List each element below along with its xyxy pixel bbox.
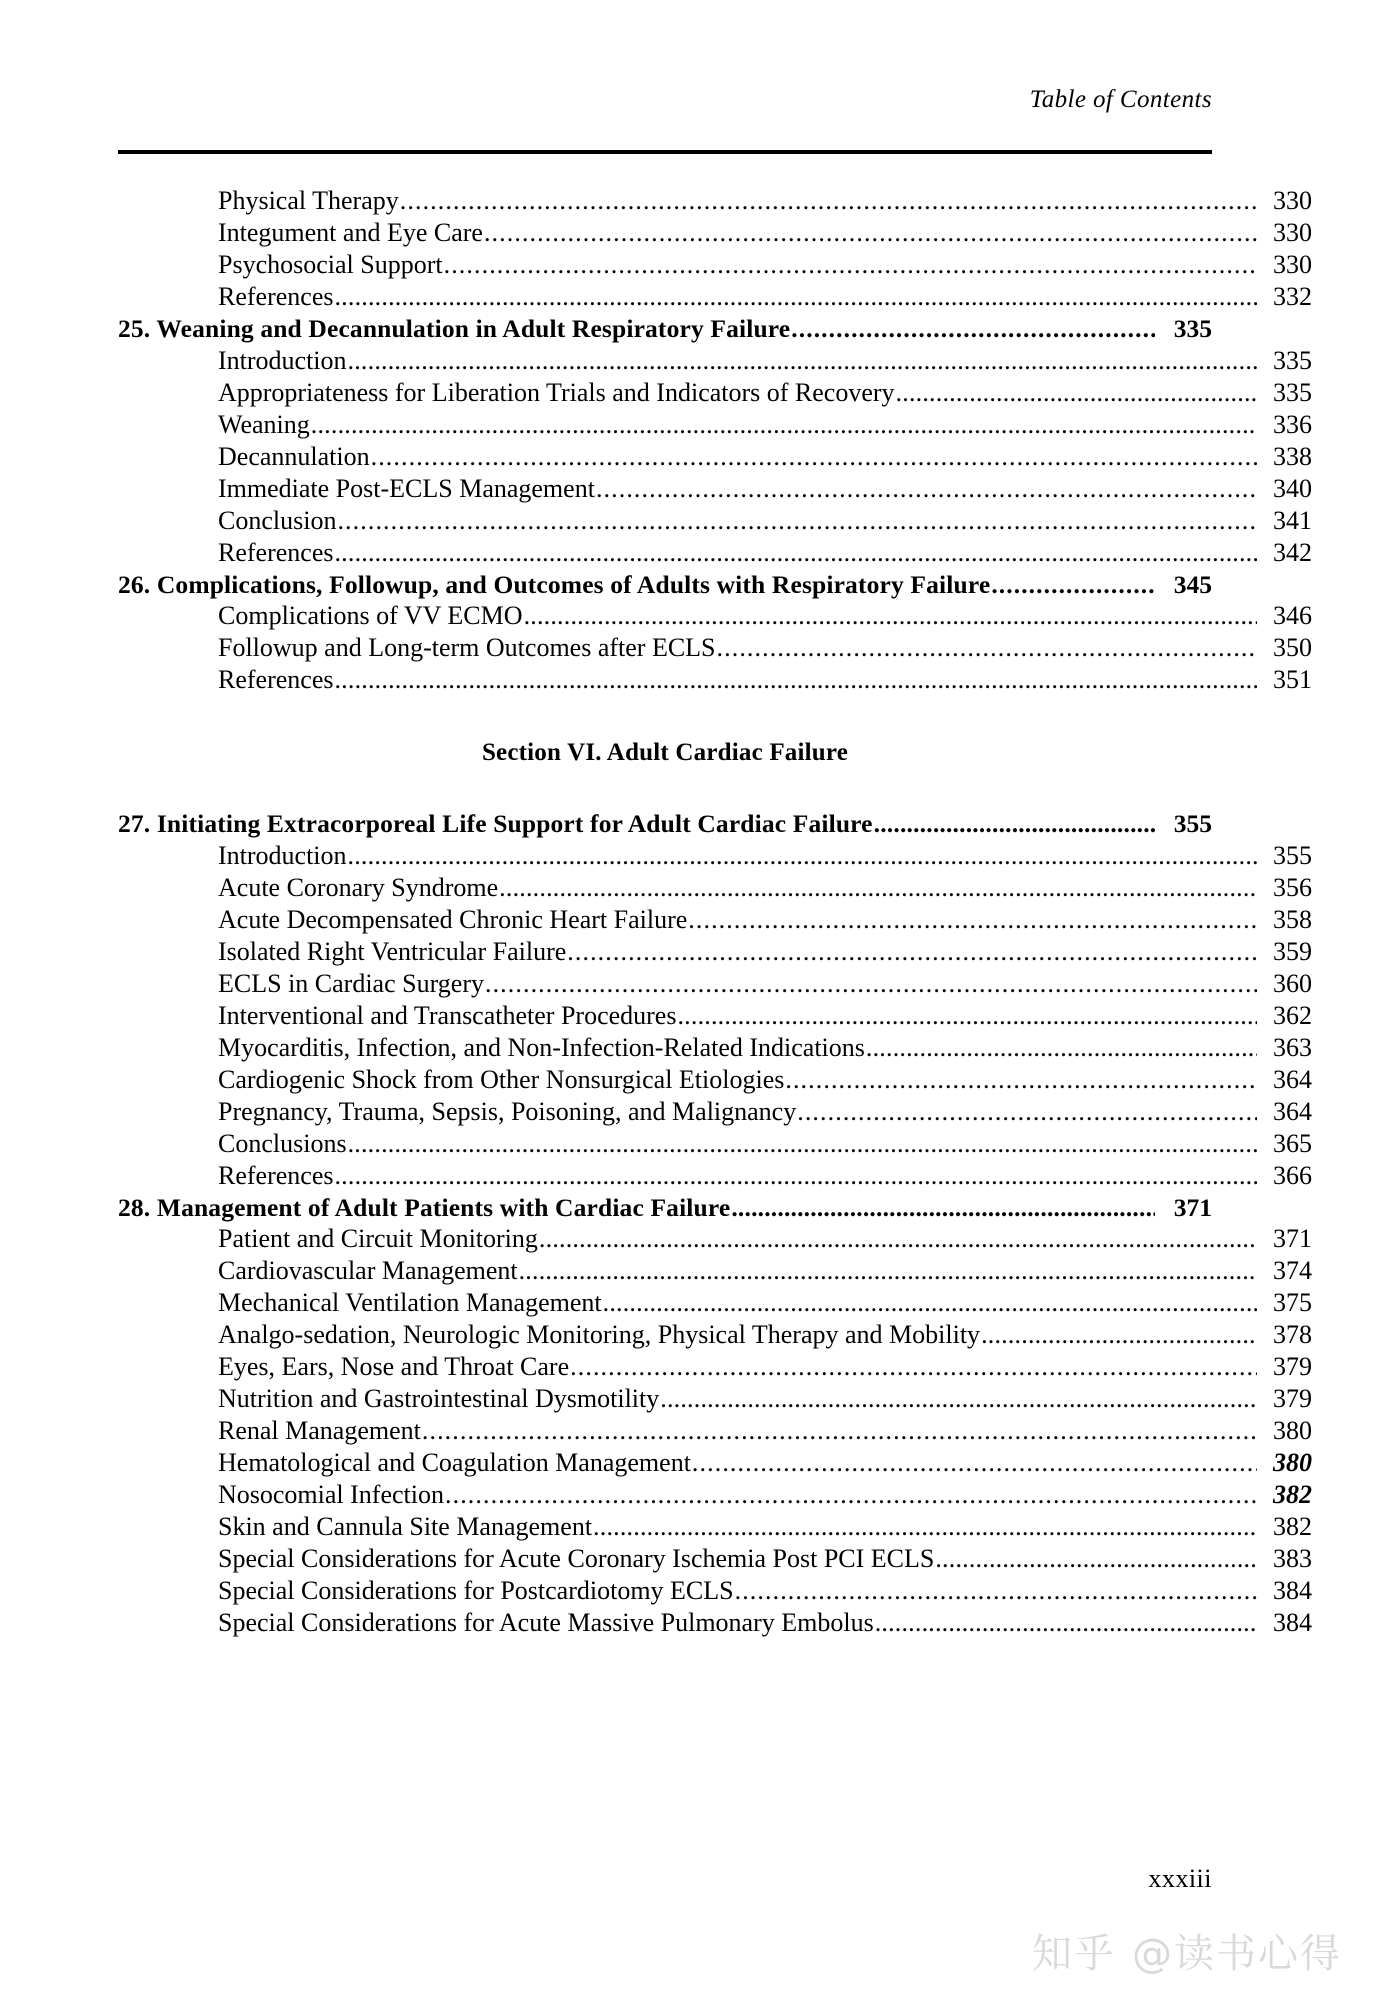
toc-entry[interactable] <box>118 473 1312 503</box>
toc-entry-page: 346 <box>1273 601 1312 630</box>
dot-leader <box>866 1035 1257 1061</box>
toc-entry-label: Introduction <box>218 345 347 375</box>
toc-chapter-label: 28. Management of Adult Patients with Cardiac Failure <box>118 1192 731 1222</box>
toc-entry-page: 330 <box>1273 250 1312 279</box>
toc-entry-page: 341 <box>1273 505 1312 535</box>
toc-entry[interactable] <box>118 1226 1312 1252</box>
toc-entry[interactable] <box>118 345 1312 375</box>
watermark <box>1032 1922 1342 1979</box>
toc-chapter-28-entries <box>118 1224 1312 1637</box>
toc-entry-label: Nutrition and Gastrointestinal Dysmotility <box>218 1384 660 1413</box>
watermark-handle: @读书心得 <box>1132 1931 1342 1977</box>
toc-entry-page: 379 <box>1273 1384 1312 1413</box>
toc-chapter-label: 26. Complications, Followup, and Outcomes of Adults with Respiratory Failure <box>118 569 991 599</box>
toc-entry-label: Psychosocial Support <box>218 250 443 279</box>
toc-entry[interactable] <box>118 1032 1312 1062</box>
toc-entry[interactable] <box>118 968 1312 998</box>
toc-entry-page: 379 <box>1273 1352 1312 1381</box>
table-of-contents <box>118 182 1312 1642</box>
dot-leader <box>875 1610 1257 1636</box>
toc-chapter-27-entries <box>118 840 1312 1190</box>
toc-entry-label: Analgo-sedation, Neurologic Monitoring, Physical Therapy and Mobility <box>218 1320 981 1349</box>
toc-entry-page: 363 <box>1273 1032 1312 1062</box>
dot-leader <box>334 1163 1257 1189</box>
toc-entry-page: 382 <box>1273 1480 1312 1509</box>
dot-leader <box>570 1354 1257 1380</box>
toc-chapter-26[interactable] <box>118 569 1212 599</box>
toc-entry-label: Decannulation <box>218 441 370 471</box>
dot-leader <box>596 476 1257 502</box>
toc-entry[interactable] <box>118 1450 1312 1476</box>
dot-leader <box>874 811 1155 837</box>
toc-entry[interactable] <box>118 1354 1312 1380</box>
toc-chapter-26-entries <box>118 601 1312 694</box>
toc-entry-page: 356 <box>1273 872 1312 902</box>
toc-entry-label: Introduction <box>218 840 347 870</box>
dot-leader <box>348 1131 1257 1157</box>
dot-leader <box>660 1386 1257 1412</box>
toc-entry[interactable] <box>118 537 1312 567</box>
dot-leader <box>485 971 1257 997</box>
toc-entry-page: 365 <box>1273 1128 1312 1158</box>
toc-entry-label: Immediate Post-ECLS Management <box>218 473 595 503</box>
toc-entry-label: Followup and Long-term Outcomes after ECLS <box>218 633 716 662</box>
dot-leader <box>348 843 1257 869</box>
toc-entry[interactable] <box>118 220 1312 246</box>
toc-chapter-25-entries <box>118 345 1312 567</box>
toc-entry[interactable] <box>118 936 1312 966</box>
toc-entry-page: 366 <box>1273 1160 1312 1190</box>
toc-entry-page: 359 <box>1273 936 1312 966</box>
dot-leader <box>337 508 1257 534</box>
toc-entry[interactable] <box>118 667 1312 693</box>
toc-entry-label: Nosocomial Infection <box>218 1480 444 1509</box>
toc-entry-label: Special Considerations for Postcardiotomy ECLS <box>218 1576 734 1605</box>
watermark-logo: 知乎 <box>1032 1931 1116 1977</box>
toc-entry-page: 335 <box>1273 345 1312 375</box>
dot-leader <box>692 1450 1257 1476</box>
toc-entry[interactable] <box>118 1000 1312 1030</box>
dot-leader <box>797 1099 1257 1125</box>
dot-leader <box>499 875 1257 901</box>
toc-entry-page: 351 <box>1273 665 1312 694</box>
toc-entry-page: 332 <box>1273 282 1312 311</box>
dot-leader <box>445 1482 1257 1508</box>
toc-entry[interactable] <box>118 505 1312 535</box>
toc-entry-page: 335 <box>1273 377 1312 407</box>
toc-entry-label: References <box>218 282 334 311</box>
dot-leader <box>567 939 1257 965</box>
toc-entry-label: Special Considerations for Acute Massive Pulmonary Embolus <box>218 1608 874 1637</box>
toc-entry[interactable] <box>118 1064 1312 1094</box>
toc-entry-page: 371 <box>1273 1224 1312 1253</box>
toc-entry-page: 330 <box>1273 186 1312 215</box>
toc-entry-page: 355 <box>1273 840 1312 870</box>
dot-leader <box>334 540 1257 566</box>
dot-leader <box>348 348 1257 374</box>
toc-entry[interactable] <box>118 441 1312 471</box>
dot-leader <box>444 252 1257 278</box>
toc-entry-page: 330 <box>1273 218 1312 247</box>
dot-leader <box>981 1322 1257 1348</box>
dot-leader <box>334 667 1257 693</box>
toc-entry[interactable] <box>118 872 1312 902</box>
toc-entry-label: Conclusion <box>218 505 337 535</box>
toc-chapter-page: 335 <box>1173 314 1212 343</box>
dot-leader <box>400 188 1257 214</box>
toc-entry-label: Appropriateness for Liberation Trials and Indicators of Recovery <box>218 377 895 407</box>
toc-entry-page: 380 <box>1273 1448 1312 1477</box>
toc-chapter-label: 25. Weaning and Decannulation in Adult Respiratory Failure <box>118 314 791 343</box>
toc-entry[interactable] <box>118 1096 1312 1126</box>
toc-entry-label: References <box>218 665 334 694</box>
toc-entry-page: 374 <box>1273 1256 1312 1285</box>
dot-leader <box>677 1003 1257 1029</box>
toc-entry[interactable] <box>118 1322 1312 1348</box>
dot-leader <box>603 1290 1257 1316</box>
toc-entry-page: 380 <box>1273 1416 1312 1445</box>
toc-entry-label: Special Considerations for Acute Coronary Ischemia Post PCI ECLS <box>218 1544 935 1573</box>
toc-entry-label: Integument and Eye Care <box>218 218 483 247</box>
toc-entry[interactable] <box>118 188 1312 214</box>
dot-leader <box>785 1067 1257 1093</box>
dot-leader <box>731 1195 1155 1221</box>
dot-leader <box>539 1226 1257 1252</box>
toc-entry-page: 383 <box>1273 1544 1312 1573</box>
toc-entry-label: Pregnancy, Trauma, Sepsis, Poisoning, and Malignancy <box>218 1096 797 1126</box>
toc-entry[interactable] <box>118 1514 1312 1540</box>
section-heading: Section VI. Adult Cardiac Failure <box>481 739 849 766</box>
toc-entry[interactable] <box>118 1418 1312 1444</box>
toc-entry-label: Myocarditis, Infection, and Non-Infection-Related Indications <box>218 1032 865 1062</box>
dot-leader <box>791 316 1155 342</box>
toc-entry-label: References <box>218 1160 334 1190</box>
dot-leader <box>991 572 1155 598</box>
toc-entry-page: 364 <box>1273 1096 1312 1126</box>
toc-entry-page: 338 <box>1273 441 1312 471</box>
toc-entry-label: Patient and Circuit Monitoring <box>218 1224 538 1253</box>
toc-entry-label: Hematological and Coagulation Management <box>218 1448 691 1477</box>
dot-leader <box>593 1514 1257 1540</box>
toc-entry-label: Weaning <box>218 409 310 439</box>
toc-entry-label: Cardiovascular Management <box>218 1256 518 1285</box>
toc-entry-page: 384 <box>1273 1576 1312 1605</box>
toc-entry-label: Cardiogenic Shock from Other Nonsurgical Etiologies <box>218 1064 785 1094</box>
dot-leader <box>371 444 1257 470</box>
toc-entry-page: 378 <box>1273 1320 1312 1349</box>
toc-entry[interactable] <box>118 1258 1312 1284</box>
toc-chapter-28[interactable] <box>118 1192 1212 1222</box>
header-rule <box>118 150 1212 154</box>
toc-entry-label: Eyes, Ears, Nose and Throat Care <box>218 1352 570 1381</box>
toc-entry-label: Physical Therapy <box>218 186 399 215</box>
toc-entry-page: 360 <box>1273 968 1312 998</box>
toc-entry-page: 342 <box>1273 537 1312 567</box>
toc-entry-page: 384 <box>1273 1608 1312 1637</box>
running-head: Table of Contents <box>1029 86 1212 113</box>
toc-entry-page: 336 <box>1273 409 1312 439</box>
toc-entry[interactable] <box>118 635 1312 661</box>
toc-chapter-page: 355 <box>1173 809 1212 838</box>
toc-entry-label: Skin and Cannula Site Management <box>218 1512 593 1541</box>
dot-leader <box>896 380 1257 406</box>
dot-leader <box>422 1418 1257 1444</box>
toc-entry-label: Renal Management <box>218 1416 421 1445</box>
dot-leader <box>311 412 1257 438</box>
dot-leader <box>484 220 1257 246</box>
toc-chapter-25[interactable] <box>118 316 1212 342</box>
toc-entry-label: Acute Decompensated Chronic Heart Failure <box>218 904 688 934</box>
toc-entry[interactable] <box>118 1482 1312 1508</box>
toc-chapter-page: 371 <box>1173 1192 1212 1222</box>
dot-leader <box>334 284 1257 310</box>
toc-entry-label: Conclusions <box>218 1128 347 1158</box>
toc-chapter-label: 27. Initiating Extracorporeal Life Support for Adult Cardiac Failure <box>118 809 873 838</box>
toc-entry-page: 362 <box>1273 1000 1312 1030</box>
toc-entry-label: Complications of VV ECMO <box>218 601 523 630</box>
dot-leader <box>717 635 1257 661</box>
dot-leader <box>688 907 1257 933</box>
toc-entry[interactable] <box>118 904 1312 934</box>
toc-chapter-page: 345 <box>1173 569 1212 599</box>
toc-entry[interactable] <box>118 377 1312 407</box>
toc-chapter-27[interactable] <box>118 811 1212 837</box>
toc-entry-label: References <box>218 537 334 567</box>
toc-entry-page: 382 <box>1273 1512 1312 1541</box>
toc-entry[interactable] <box>118 840 1312 870</box>
dot-leader <box>935 1546 1257 1572</box>
toc-entry-page: 358 <box>1273 904 1312 934</box>
toc-entry[interactable] <box>118 1386 1312 1412</box>
dot-leader <box>524 603 1257 629</box>
toc-entry-page: 375 <box>1273 1288 1312 1317</box>
toc-entry-page: 340 <box>1273 473 1312 503</box>
toc-group-continued <box>118 186 1312 311</box>
dot-leader <box>519 1258 1257 1284</box>
toc-entry[interactable] <box>118 284 1312 310</box>
toc-entry[interactable] <box>118 252 1312 278</box>
toc-entry[interactable] <box>118 1128 1312 1158</box>
toc-entry[interactable] <box>118 603 1312 629</box>
dot-leader <box>735 1578 1257 1604</box>
toc-entry-page: 350 <box>1273 633 1312 662</box>
toc-entry-label: Mechanical Ventilation Management <box>218 1288 602 1317</box>
toc-entry[interactable] <box>118 1290 1312 1316</box>
page-folio: xxxiii <box>1148 1864 1212 1893</box>
toc-entry-page: 364 <box>1273 1064 1312 1094</box>
toc-entry-label: ECLS in Cardiac Surgery <box>218 968 484 998</box>
toc-entry-label: Interventional and Transcatheter Procedures <box>218 1000 677 1030</box>
toc-entry[interactable] <box>118 1610 1312 1636</box>
toc-entry-label: Isolated Right Ventricular Failure <box>218 936 567 966</box>
toc-entry[interactable] <box>118 1546 1312 1572</box>
toc-entry-label: Acute Coronary Syndrome <box>218 872 499 902</box>
toc-entry[interactable] <box>118 1578 1312 1604</box>
toc-entry[interactable] <box>118 409 1312 439</box>
toc-entry[interactable] <box>118 1160 1312 1190</box>
